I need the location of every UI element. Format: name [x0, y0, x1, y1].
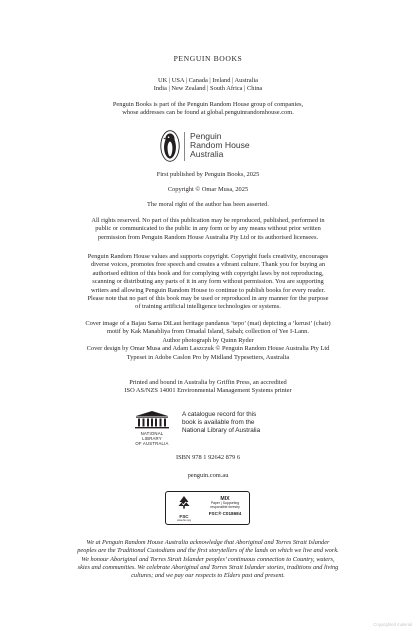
- copyrighted-material-watermark: Copyrighted material: [373, 622, 412, 627]
- printing-info: [0, 379, 416, 396]
- acknowledgement-line: peoples are the Traditional Custodians and the first storytellers of the lands on which we live and work.: [77, 547, 339, 555]
- locations-line: UK | USA | Canada | Ireland | Australia: [158, 77, 258, 84]
- nla-caption-line: OF AUSTRALIA: [135, 441, 169, 446]
- acknowledgement-of-country: [0, 539, 416, 580]
- penguin-random-house-logo: [160, 130, 260, 164]
- moral-right: The moral right of the author has been asserted.: [147, 201, 269, 208]
- logo-divider: [184, 132, 185, 161]
- logo-line: Random House: [190, 140, 250, 151]
- credits: [0, 320, 416, 362]
- fsc-label: [165, 491, 250, 525]
- credits-line: Typeset in Adobe Caslon Pro by Midland Typesetters, Australia: [126, 353, 290, 361]
- nla-catalogue-text: [182, 411, 260, 435]
- acknowledgement-line: cultures; and we pay our respects to Elders past and present.: [131, 572, 285, 580]
- logo-wordmark: [190, 132, 250, 160]
- printing-line: ISO AS/NZS 14001 Environmental Management Systems printer: [124, 387, 292, 395]
- credits-line: motif by Kak Manabliya from Omadal Island, Sabah; collection of Yee I-Lann.: [107, 328, 309, 336]
- logo-line: Australia: [190, 149, 224, 160]
- values-line: writers and allowing Penguin Random House to continue to publish books for every reader.: [91, 286, 325, 294]
- rights-line: All rights reserved. No part of this publication may be reproduced, published, performed in: [91, 217, 325, 224]
- fsc-url: www.fsc.org: [177, 519, 191, 522]
- nla-caption-line: NATIONAL: [140, 431, 164, 436]
- copyright-notice: Copyright © Omar Musa, 2025: [167, 186, 249, 193]
- nla-catalogue-block: [128, 410, 328, 450]
- rights-line: permission from Penguin Random House Australia Pty Ltd or its authorised licensees.: [97, 233, 319, 241]
- rights-statement: [0, 217, 416, 242]
- fsc-mix: MIX: [220, 496, 230, 502]
- nla-line: A catalogue record for this: [182, 411, 257, 418]
- nla-line: National Library of Australia: [182, 427, 261, 434]
- credits-line: Author photograph by Quinn Ryder: [162, 336, 254, 344]
- company-note-line: whose addresses can be found at global.penguinrandomhouse.com.: [122, 109, 294, 117]
- values-line: Please note that no part of this book may be used or reproduced in any manner for the purpose: [87, 295, 329, 303]
- values-line: scanning or distributing any parts of it in any form without permission. You are supporting: [92, 278, 324, 286]
- acknowledgement-line: skies and communities. We celebrate Aboriginal and Torres Strait Islander stories, traditions and living: [77, 563, 339, 571]
- nla-caption: [128, 431, 176, 446]
- penguin-icon: [160, 130, 180, 162]
- company-note-line: Penguin Books is part of the Penguin Random House group of companies,: [112, 101, 304, 108]
- first-published: First published by Penguin Books, 2025: [156, 171, 260, 178]
- fsc-mark: FSC: [179, 514, 189, 519]
- nla-caption-line: LIBRARY: [142, 436, 162, 441]
- isbn: ISBN 978 1 92642 879 6: [175, 454, 241, 461]
- acknowledgement-line: We honour Aboriginal and Torres Strait Islander peoples’ continuous connection to Country, waters,: [81, 555, 335, 563]
- credits-line: Cover design by Omar Musa and Adam Laszczuk © Penguin Random House Australia Pty Ltd: [86, 345, 330, 353]
- values-line: Penguin Random House values and supports copyright. Copyright fuels creativity, encourages: [87, 253, 329, 260]
- printing-line: Printed and bound in Australia by Griffin Press, an accredited: [129, 379, 287, 386]
- fsc-details: [201, 496, 249, 516]
- acknowledgement-line: We at Penguin Random House Australia acknowledge that Aboriginal and Torres Strait Islander: [86, 539, 330, 546]
- copyright-values: [0, 253, 416, 312]
- fsc-paper-line: Paper | Supporting: [210, 501, 240, 505]
- locations-line: India | New Zealand | South Africa | China: [153, 85, 263, 93]
- nla-line: book is available from the: [182, 419, 255, 426]
- fsc-code: FSC® C018684: [208, 510, 242, 516]
- library-building-icon: [128, 410, 176, 430]
- company-note: [0, 101, 416, 118]
- website: penguin.com.au: [187, 472, 229, 479]
- fsc-tree-icon: [176, 495, 192, 509]
- credits-line: Cover image of a Bajau Sama DiLaut heritage pandanus ‘tepo’ (mat) depicting a ‘kerusi’ (chair): [85, 320, 331, 327]
- publisher-name: PENGUIN BOOKS: [173, 54, 243, 63]
- fsc-logo: [170, 495, 198, 522]
- values-line: diverse voices, promotes free speech and creates a vibrant culture. Thank you for buying an: [90, 261, 326, 269]
- fsc-paper-line: responsible forestry: [210, 504, 240, 509]
- publisher-locations: [0, 77, 416, 94]
- values-line: authorised edition of this book and for complying with copyright laws by not reproducing,: [92, 269, 324, 277]
- rights-line: public or communicated to the public in any form or by any means without prior written: [95, 225, 321, 233]
- logo-line: Penguin: [190, 131, 222, 141]
- values-line: of training artificial intelligence technologies or systems.: [135, 303, 281, 311]
